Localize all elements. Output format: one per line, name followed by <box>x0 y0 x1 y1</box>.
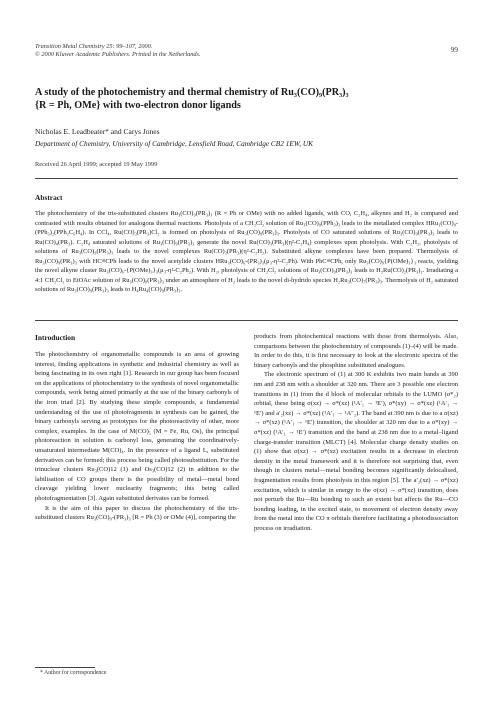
page-number: 99 <box>450 45 458 54</box>
abstract-text: The photochemistry of the tris-substituted clusters Ru₃(CO)₉(PR₃)₃ (R = Ph or OMe) with no added ligands, with CO, C₂H₄, alkynes and H₂ is compared and contrasted with results obtained for analogous thermal reactions. Photolysis of a CH₂Cl₂ solution of Ru₃(CO)₉(PPh₃)₃ leads to the metallated complex HRu₃(CO)₉-(PPh₃)₂(PPh₂C₆H₄). In CCl₄, Ru(CO)₃(PR₃)Cl₂ is formed on photolysis of Ru₃(CO)₉(PR₃)₃. Photolysis of CO saturated solutions of Ru₃(CO)₉(PR₃)₃ leads to Ru(CO)₄(PR₃). C₂H₄ saturated solutions of Ru₃(CO)₉(PR₃)₃ generate the novel Ru(CO)₃(PR₃)(η²-C₂H₄) complexes upon photolysis. With C₂H₂, photolysis of solutions of Ru₃(CO)₉(PR₃)₃ leads to the novel complexes Ru(CO)₃(PR₃)(η²-C₂H₂). Substituted alkyne complexes have been prepared. Thermolysis of Ru₃(CO)₉(PR₃)₃ with HC≡CPh leads to the novel acetylide clusters HRu₃(CO)₆-(PR₃)₃(μ₃-η²-C₂Ph). With PhC≡CPh, only Ru₃(CO)₉{P(OMe)₃}₃ reacts, yielding the novel alkyne cluster Ru₃(CO)₆-{P(OMe)₃}₃(μ₃-η²-C₂Ph₂). With H₂, photolysis of CH₂Cl₂ solutions of Ru₃(CO)₉(PR₃)₃ leads to H₂Ru(CO)₂(PR₃)₂. Irradiating a 4:1 CH₂Cl₂ to EtOAc solution of Ru₃(CO)₉(PR₃)₃ under an atmosphere of H₂ leads to the novel di-hydrido species H₂Ru₃(CO)₇(PR₃)₃. Thermolysis of H₂ saturated solutions of Ru₃(CO)₉(PR₃)₃ leads to H₄Ru₄(CO)₉(PR₃)₃. <box>35 210 458 293</box>
copyright-line: © 2000 Kluwer Academic Publishers. Printed in the Netherlands. <box>35 51 201 58</box>
divider-top <box>35 178 458 179</box>
right-column <box>254 332 458 533</box>
abstract-heading: Abstract <box>35 193 63 202</box>
footnote-rule <box>35 667 95 668</box>
affiliation: Department of Chemistry, University of Cambridge, Lensfield Road, Cambridge CB2 1EW, UK <box>35 139 314 148</box>
title-line-1: A study of the photochemistry and thermal chemistry of Ru₃(CO)₉(PR₃)₃ <box>35 87 349 98</box>
intro-paragraph: It is the aim of this paper to discuss the photochemistry of the tris-substituted clusters Ru₃(CO)₉-(PR₃)₃ [R = Ph (3) or OMe (4)], comparing the <box>35 504 239 522</box>
running-header <box>35 43 201 59</box>
title-line-2: {R = Ph, OMe} with two-electron donor ligands <box>35 100 241 111</box>
footnote: * Author for correspondence <box>40 670 107 676</box>
received-dates: Received 26 April 1999; accepted 19 May 1999 <box>35 161 158 168</box>
divider-bottom <box>35 320 458 321</box>
article-title <box>35 86 455 112</box>
intro-paragraph: products from photochemical reactions with those from thermolysis. Also, comparisons between the photochemistry of compounds (1)–(4) will be made. In order to do this, it is first necessary to look at the electronic spectra of the binary carbonyls and the phosphine substituted analogues. <box>254 333 458 369</box>
left-column <box>35 350 239 523</box>
introduction-heading: Introduction <box>35 333 76 342</box>
intro-paragraph: The electronic spectrum of (1) at 300 K exhibits two main bands at 390 nm and 238 nm with a shoulder at 320 nm. There are 3 possible one electron transitions in (1) from the d block of molecular orbitals to the LUMO (σ*₂) orbital, these being σ(xz) → σ*(xz) (¹A′₁ → ¹E′), σ*(xy) → σ*(xz) (¹A′₁ → ¹E′) and a′₂(xz) → σ*(xz) (¹A′₁ → ¹A″₂). The band at 390 nm is due to a σ(xz) → σ*(xz) (¹A′₁ → ¹E′) transition, the shoulder at 320 nm due to a σ*(xy) → σ*(xz) (¹A′₁ → ¹E′) transition and the band at 238 nm due to a metal–ligand charge-transfer transition (MLCT) [4]. Molecular charge density studies on (1) show that σ(xz) → σ*(xz) excitation results in a decrease in electron density in the metal framework and it is therefore not surprising that, even though in clusters metal—metal bonding becomes significantly delocalised, fragmentation results from photolysis in this region [5]. The a′₂(xz) → σ*(xz) excitation, which is similar in energy to the σ(xz) → σ*(xz) transition, does not perturb the Ru—Ru bonding to such an extent but affects the Ru—CO bonding leading, in the excited state, to movement of electron density away from the metal into the CO π orbitals therefore facilitating a photodissociation process on irradiation. <box>254 371 458 532</box>
author-list: Nicholas E. Leadbeater* and Carys Jones <box>35 127 160 136</box>
intro-paragraph: The photochemistry of organometallic compounds is an area of growing interest, finding applications in synthetic and industrial chemistry as well as being fascinating in its own right [1]. Research in our group has been focused on the applications of photochemistry to the synthesis of novel organometallic compounds, work being aimed primarily at the use of the binary carbonyls of the iron triad [2]. By studying these simple compounds, a fundamental understanding of the use of photofragments in synthesis can be gained, the binary carbonyls serving as prototypes for the photoreactivity of other, more complex, examples. In the case of M(CO)₅ (M = Fe, Ru, Os), the principal photoreaction in solution is carbonyl loss, generating the coordinatively-unsaturated intermediate M(CO)₄. In the presence of a ligand L, substituted derivatives can be formed; this process being called photosubstitution. For the trinuclear clusters Ru₃(CO)12 (1) and Os₃(CO)12 (2) in addition to the labilisation of CO groups there is the possibility of metal—metal bond cleavage yielding lower nuclearity fragments; this being called photofragmentation [3]. Again substituted derivates can be formed. <box>35 351 239 502</box>
journal-citation: Transition Metal Chemistry 25: 99–107, 2000. <box>35 43 153 50</box>
